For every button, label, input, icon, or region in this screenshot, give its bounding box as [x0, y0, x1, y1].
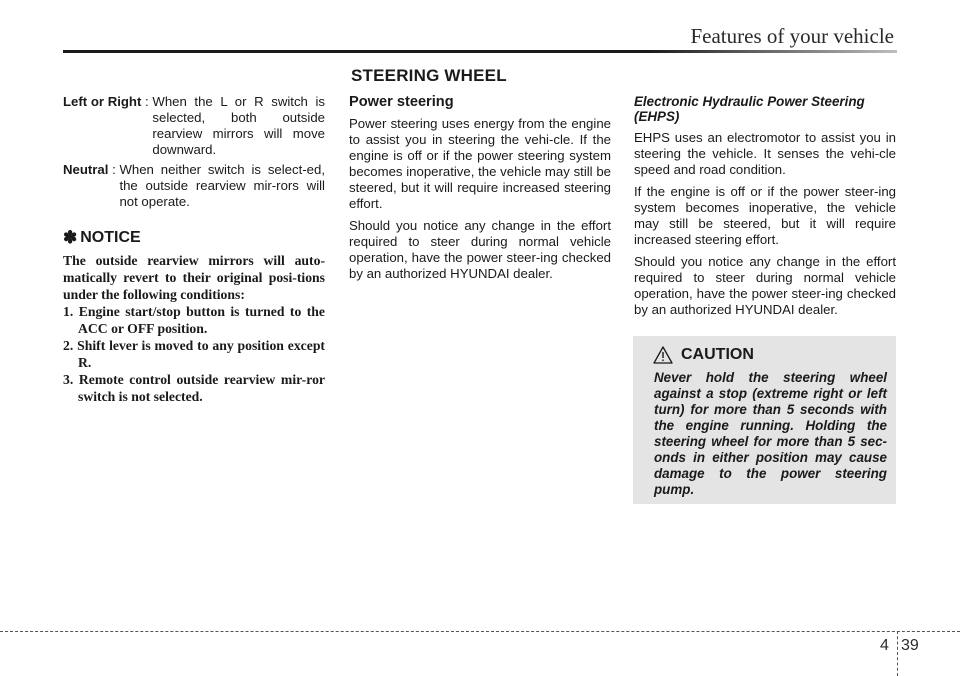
page-number: 39 — [901, 637, 919, 654]
definition-separator: : — [108, 162, 120, 177]
section-title: STEERING WHEEL — [351, 66, 507, 85]
header-rule — [63, 50, 897, 53]
left-column — [63, 94, 325, 405]
list-item: 2. Shift lever is moved to any position except R. — [63, 338, 325, 370]
footer-rule — [0, 631, 960, 632]
notice-asterisk-icon: ✽ — [63, 228, 78, 247]
notice-title: NOTICE — [80, 229, 141, 246]
caution-heading — [653, 346, 754, 364]
definition-term: Left or Right — [63, 94, 142, 109]
footer-divider — [897, 631, 898, 676]
paragraph: Power steering uses energy from the engine to assist you in steering the vehi-cle. If the engine is off or if the power steering system becomes inoperative, the vehicle may still be steered, but it will require increased steering effort. — [349, 116, 611, 211]
caution-box — [633, 336, 896, 504]
definition-separator: : — [141, 94, 153, 109]
definition-left-or-right — [63, 94, 325, 158]
paragraph: EHPS uses an electromotor to assist you in steering the vehicle. It senses the vehi-cle speed and road condition. — [634, 130, 896, 177]
notice-heading — [63, 228, 325, 248]
list-item: 3. Remote control outside rearview mir-ror switch is not selected. — [63, 372, 325, 404]
paragraph: Should you notice any change in the effort required to steer during normal vehicle operation, have the power steer-ing checked by an authorized HYUNDAI dealer. — [349, 218, 611, 281]
paragraph: If the engine is off or if the power steer-ing system becomes inoperative, the vehicle may still be steered, but it will require increased steering effort. — [634, 184, 896, 247]
definition-description: When neither switch is select-ed, the outside rearview mir-rors will not operate. — [119, 162, 325, 209]
paragraph: Should you notice any change in the effort required to steer during normal vehicle operation, have the power steer-ing checked by an authorized HYUNDAI dealer. — [634, 254, 896, 317]
warning-triangle-icon — [653, 346, 673, 364]
definition-description: When the L or R switch is selected, both outside rearview mirrors will move downward. — [152, 94, 325, 157]
caution-title: CAUTION — [681, 346, 754, 363]
definition-term: Neutral — [63, 162, 109, 177]
list-item: 1. Engine start/stop button is turned to the ACC or OFF position. — [63, 304, 325, 336]
power-steering-heading: Power steering — [349, 94, 454, 110]
right-column — [634, 94, 896, 324]
chapter-number: 4 — [880, 637, 889, 654]
page-header-title: Features of your vehicle — [690, 24, 894, 48]
notice-list — [63, 303, 325, 405]
caution-text: Never hold the steering wheel against a stop (extreme right or left turn) for more than 5 seconds with the engine running. Holding the steering wheel for more than 5 sec-onds in either position may cause damage to the power steering pump. — [654, 370, 887, 497]
ehps-heading: Electronic Hydraulic Power Steering (EHPS) — [634, 94, 865, 124]
notice-intro: The outside rearview mirrors will auto-matically revert to their original posi-tions under the following conditions: — [63, 253, 325, 302]
definition-neutral — [63, 162, 325, 210]
middle-column — [349, 94, 611, 288]
